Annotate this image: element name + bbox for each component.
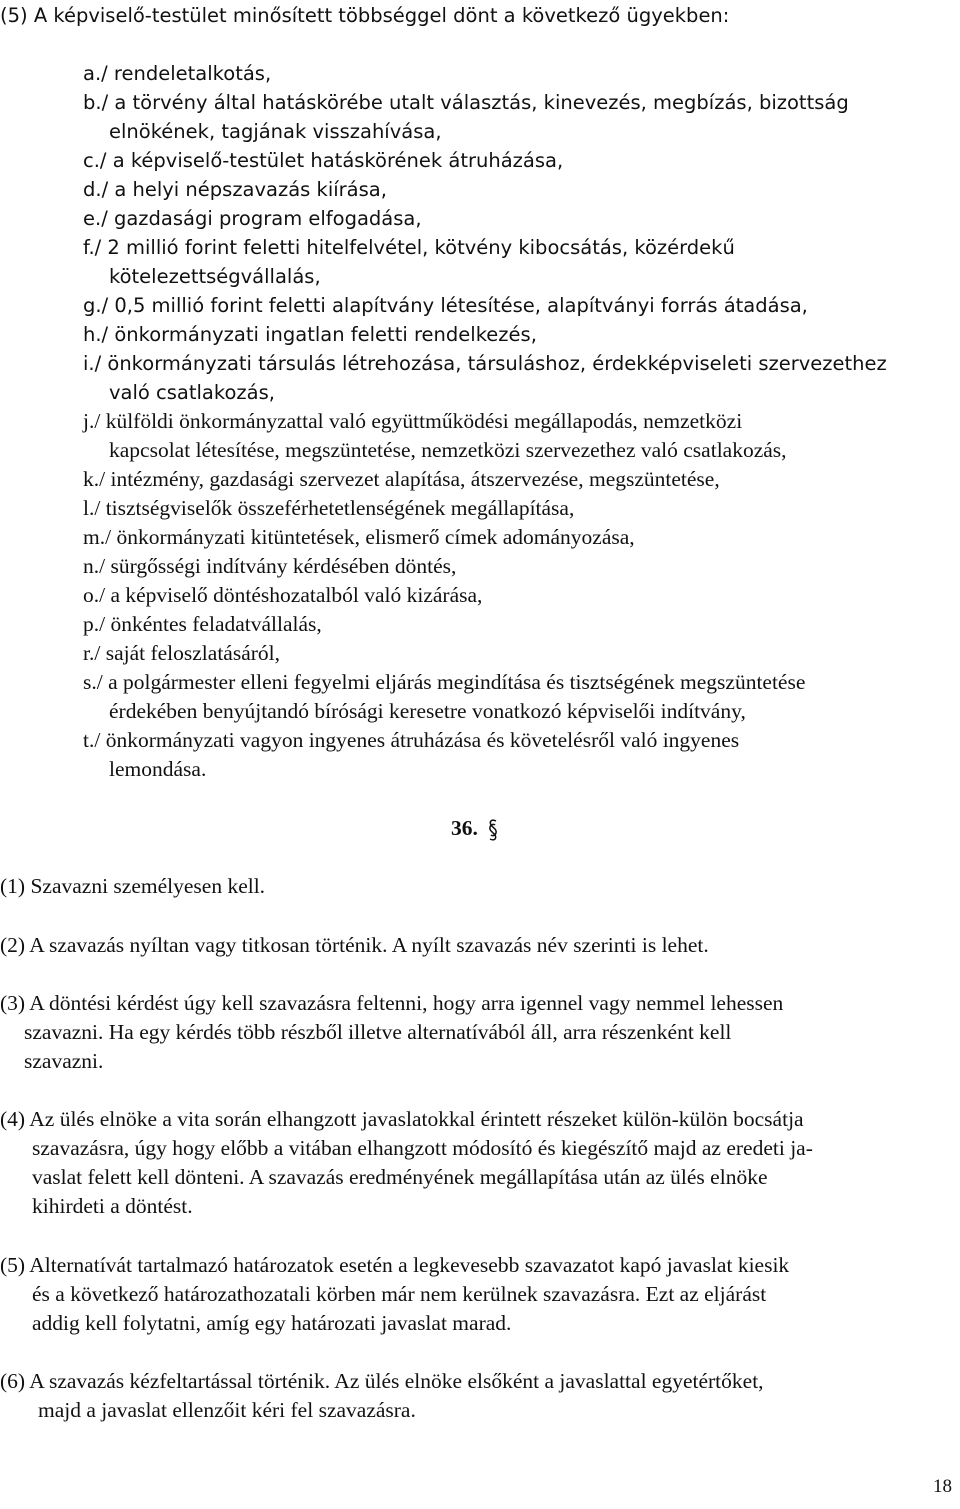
list-item: való csatlakozás,	[109, 381, 275, 404]
paragraph-line: addig kell folytatni, amíg egy határozati javaslat marad.	[32, 1311, 512, 1335]
paragraph-line: (5) Alternatívát tartalmazó határozatok esetén a legkevesebb szavazatot kapó javaslat kiesik	[0, 1253, 790, 1277]
intro-line: (5) A képviselő-testület minősített többséggel dönt a következő ügyekben:	[0, 4, 730, 27]
list-item: s./ a polgármester elleni fegyelmi eljárás megindítása és tisztségének megszüntetése	[83, 670, 806, 694]
list-item: kötelezettségvállalás,	[109, 265, 321, 288]
paragraph-line: szavazni.	[24, 1049, 104, 1073]
page-number: 18	[933, 1476, 952, 1497]
list-item: t./ önkormányzati vagyon ingyenes átruházása és követelésről való ingyenes	[83, 728, 740, 752]
paragraph-line: vaslat felett kell dönteni. A szavazás eredményének megállapítása után az ülés elnöke	[32, 1165, 768, 1189]
paragraph-line: (6) A szavazás kézfeltartással történik. Az ülés elnöke elsőként a javaslattal egyetértőket,	[0, 1369, 764, 1393]
section-heading	[451, 818, 498, 842]
list-item: m./ önkormányzati kitüntetések, elismerő címek adományozása,	[83, 525, 635, 549]
section-sign-icon	[488, 818, 498, 842]
list-item: r./ saját feloszlatásáról,	[83, 641, 281, 665]
list-item: p./ önkéntes feladatvállalás,	[83, 612, 322, 636]
list-item: o./ a képviselő döntéshozatalból való kizárása,	[83, 583, 483, 607]
list-item: l./ tisztségviselők összeférhetetlenségének megállapítása,	[83, 496, 575, 520]
paragraph-line: (3) A döntési kérdést úgy kell szavazásra feltenni, hogy arra igennel vagy nemmel lehessen	[0, 991, 784, 1015]
paragraph-line: szavazni. Ha egy kérdés több részből illetve alternatívából áll, arra részenként kell	[24, 1020, 732, 1044]
list-item: j./ külföldi önkormányzattal való együttműködési megállapodás, nemzetközi	[83, 409, 743, 433]
list-item: h./ önkormányzati ingatlan feletti rendelkezés,	[83, 323, 537, 346]
list-item: e./ gazdasági program elfogadása,	[83, 207, 422, 230]
list-item: a./ rendeletalkotás,	[83, 62, 272, 85]
paragraph-line: (4) Az ülés elnöke a vita során elhangzott javaslatokkal érintett részeket külön-külön bocsátja	[0, 1107, 804, 1131]
list-item: c./ a képviselő-testület hatáskörének átruházása,	[83, 149, 564, 172]
list-item: kapcsolat létesítése, megszüntetése, nemzetközi szervezethez való csatlakozás,	[109, 438, 787, 462]
list-item: i./ önkormányzati társulás létrehozása, társuláshoz, érdekképviseleti szervezethez	[83, 352, 887, 375]
list-item: elnökének, tagjának visszahívása,	[109, 120, 442, 143]
list-item: d./ a helyi népszavazás kiírása,	[83, 178, 387, 201]
list-item: érdekében benyújtandó bírósági keresetre vonatkozó képviselői indítvány,	[109, 699, 746, 723]
list-item: n./ sürgősségi indítvány kérdésében döntés,	[83, 554, 457, 578]
list-item: b./ a törvény által hatáskörébe utalt választás, kinevezés, megbízás, bizottság	[83, 91, 849, 114]
list-item: f./ 2 millió forint feletti hitelfelvétel, kötvény kibocsátás, közérdekű	[83, 236, 735, 259]
section-number: 36.	[451, 816, 478, 840]
paragraph-line: szavazásra, úgy hogy előbb a vitában elhangzott módosító és kiegészítő majd az eredeti ja-	[32, 1136, 813, 1160]
list-item: g./ 0,5 millió forint feletti alapítvány létesítése, alapítványi forrás átadása,	[83, 294, 808, 317]
paragraph-line: (2) A szavazás nyíltan vagy titkosan történik. A nyílt szavazás név szerinti is lehet.	[0, 933, 709, 957]
list-item: k./ intézmény, gazdasági szervezet alapítása, átszervezése, megszüntetése,	[83, 467, 720, 491]
paragraph-line: (1) Szavazni személyesen kell.	[0, 874, 266, 898]
paragraph-line: majd a javaslat ellenzőit kéri fel szavazásra.	[38, 1398, 416, 1422]
paragraph-line: és a következő határozathozatali körben már nem kerülnek szavazásra. Ezt az eljárást	[32, 1282, 767, 1306]
list-item: lemondása.	[109, 757, 207, 781]
paragraph-line: kihirdeti a döntést.	[32, 1194, 193, 1218]
